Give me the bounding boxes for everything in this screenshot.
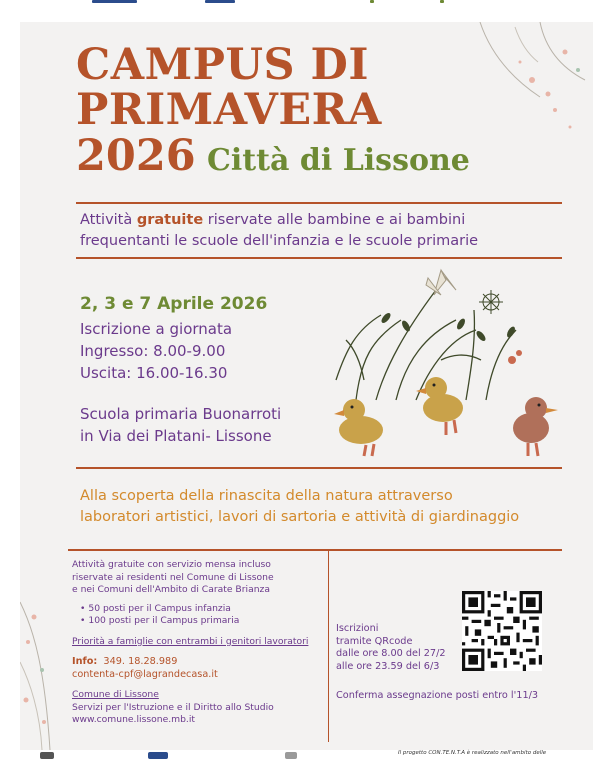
registration-line4: alle ore 23.59 del 6/3: [336, 660, 440, 672]
intro-line1-post: riservate alle bambine e ai bambini: [203, 212, 466, 228]
top-logo-mark: [440, 0, 444, 3]
footer: [0, 750, 605, 760]
registration-line1: Iscrizioni: [336, 623, 379, 634]
discovery-text: [80, 486, 519, 528]
list-item: • 50 posti per il Campus infanzia: [80, 603, 328, 616]
flower-branch-decoration: [20, 582, 80, 750]
footer-logo: [148, 752, 168, 759]
exit-time: Uscita: 16.00-16.30: [80, 364, 228, 382]
footer-note: Il progetto CON.TE.N.T.A è realizzato nell'ambito delle: [398, 750, 547, 756]
title-city: Città di Lissone: [207, 143, 470, 178]
intro-line2: frequentanti le scuole dell'infanzia e le scuole primarie: [80, 233, 479, 249]
divider: [76, 202, 562, 204]
school-name: Scuola primaria Buonarroti: [80, 405, 282, 423]
top-logo-mark: [205, 0, 235, 3]
website-link[interactable]: www.comune.lissone.mb.it: [72, 714, 196, 725]
info-label: Info:: [72, 656, 98, 667]
eligibility-line3: e nei Comuni dell'Ambito di Carate Brianza: [72, 584, 270, 595]
eligibility-line1: Attività gratuite con servizio mensa incluso: [72, 559, 271, 570]
title-line-1: CAMPUS DI: [76, 40, 369, 90]
organizer-block: [72, 689, 328, 727]
event-dates: 2, 3 e 7 Aprile 2026: [80, 294, 268, 314]
registration-type: Iscrizione a giornata: [80, 320, 233, 338]
intro-line1-pre: Attività: [80, 212, 137, 228]
top-strip: [0, 0, 605, 22]
footer-logo: [285, 752, 297, 759]
divider: [76, 257, 562, 259]
school-address: in Via dei Platani- Lissone: [80, 427, 272, 445]
entry-time: Ingresso: 8.00-9.00: [80, 342, 226, 360]
flower-branch-decoration: [420, 22, 593, 142]
top-logo-mark: [92, 0, 137, 3]
intro-gratuite: gratuite: [136, 212, 204, 228]
qr-code-icon[interactable]: [462, 591, 542, 671]
confirmation-note: Conferma assegnazione posti entro l'11/3: [336, 690, 539, 701]
priority-note: Priorità a famiglie con entrambi i genitori lavoratori: [72, 635, 309, 647]
registration-info: [336, 623, 446, 673]
email-link[interactable]: contenta-cpf@lagrandecasa.it: [72, 669, 218, 680]
organizer-name: Comune di Lissone: [72, 689, 159, 700]
duckling-illustration: [316, 260, 566, 460]
divider: [76, 467, 562, 469]
vertical-divider: [328, 550, 329, 742]
contacts: [72, 655, 328, 681]
organizer-service: Servizi per l'Istruzione e il Diritto allo Studio: [72, 701, 274, 713]
list-item: • 100 posti per il Campus primaria: [80, 615, 328, 628]
intro-text: [80, 210, 478, 252]
poster: [20, 22, 593, 750]
registration-line2: tramite QRcode: [336, 635, 413, 647]
title-line-2: PRIMAVERA: [76, 85, 382, 135]
title-year: 2026: [76, 131, 196, 181]
footer-logo: [40, 752, 54, 759]
top-logo-mark: [370, 0, 374, 3]
discovery-line1: Alla scoperta della rinascita della natura attraverso: [80, 488, 453, 504]
phone-number[interactable]: 349. 18.28.989: [103, 656, 178, 667]
eligibility-line2: riservate ai residenti nel Comune di Lissone: [72, 571, 274, 583]
places-list: [80, 603, 328, 628]
discovery-line2: laboratori artistici, lavori di sartoria e attività di giardinaggio: [80, 509, 520, 525]
eligibility-block: [72, 559, 328, 727]
divider: [68, 549, 562, 551]
registration-line3: dalle ore 8.00 del 27/2: [336, 648, 446, 659]
